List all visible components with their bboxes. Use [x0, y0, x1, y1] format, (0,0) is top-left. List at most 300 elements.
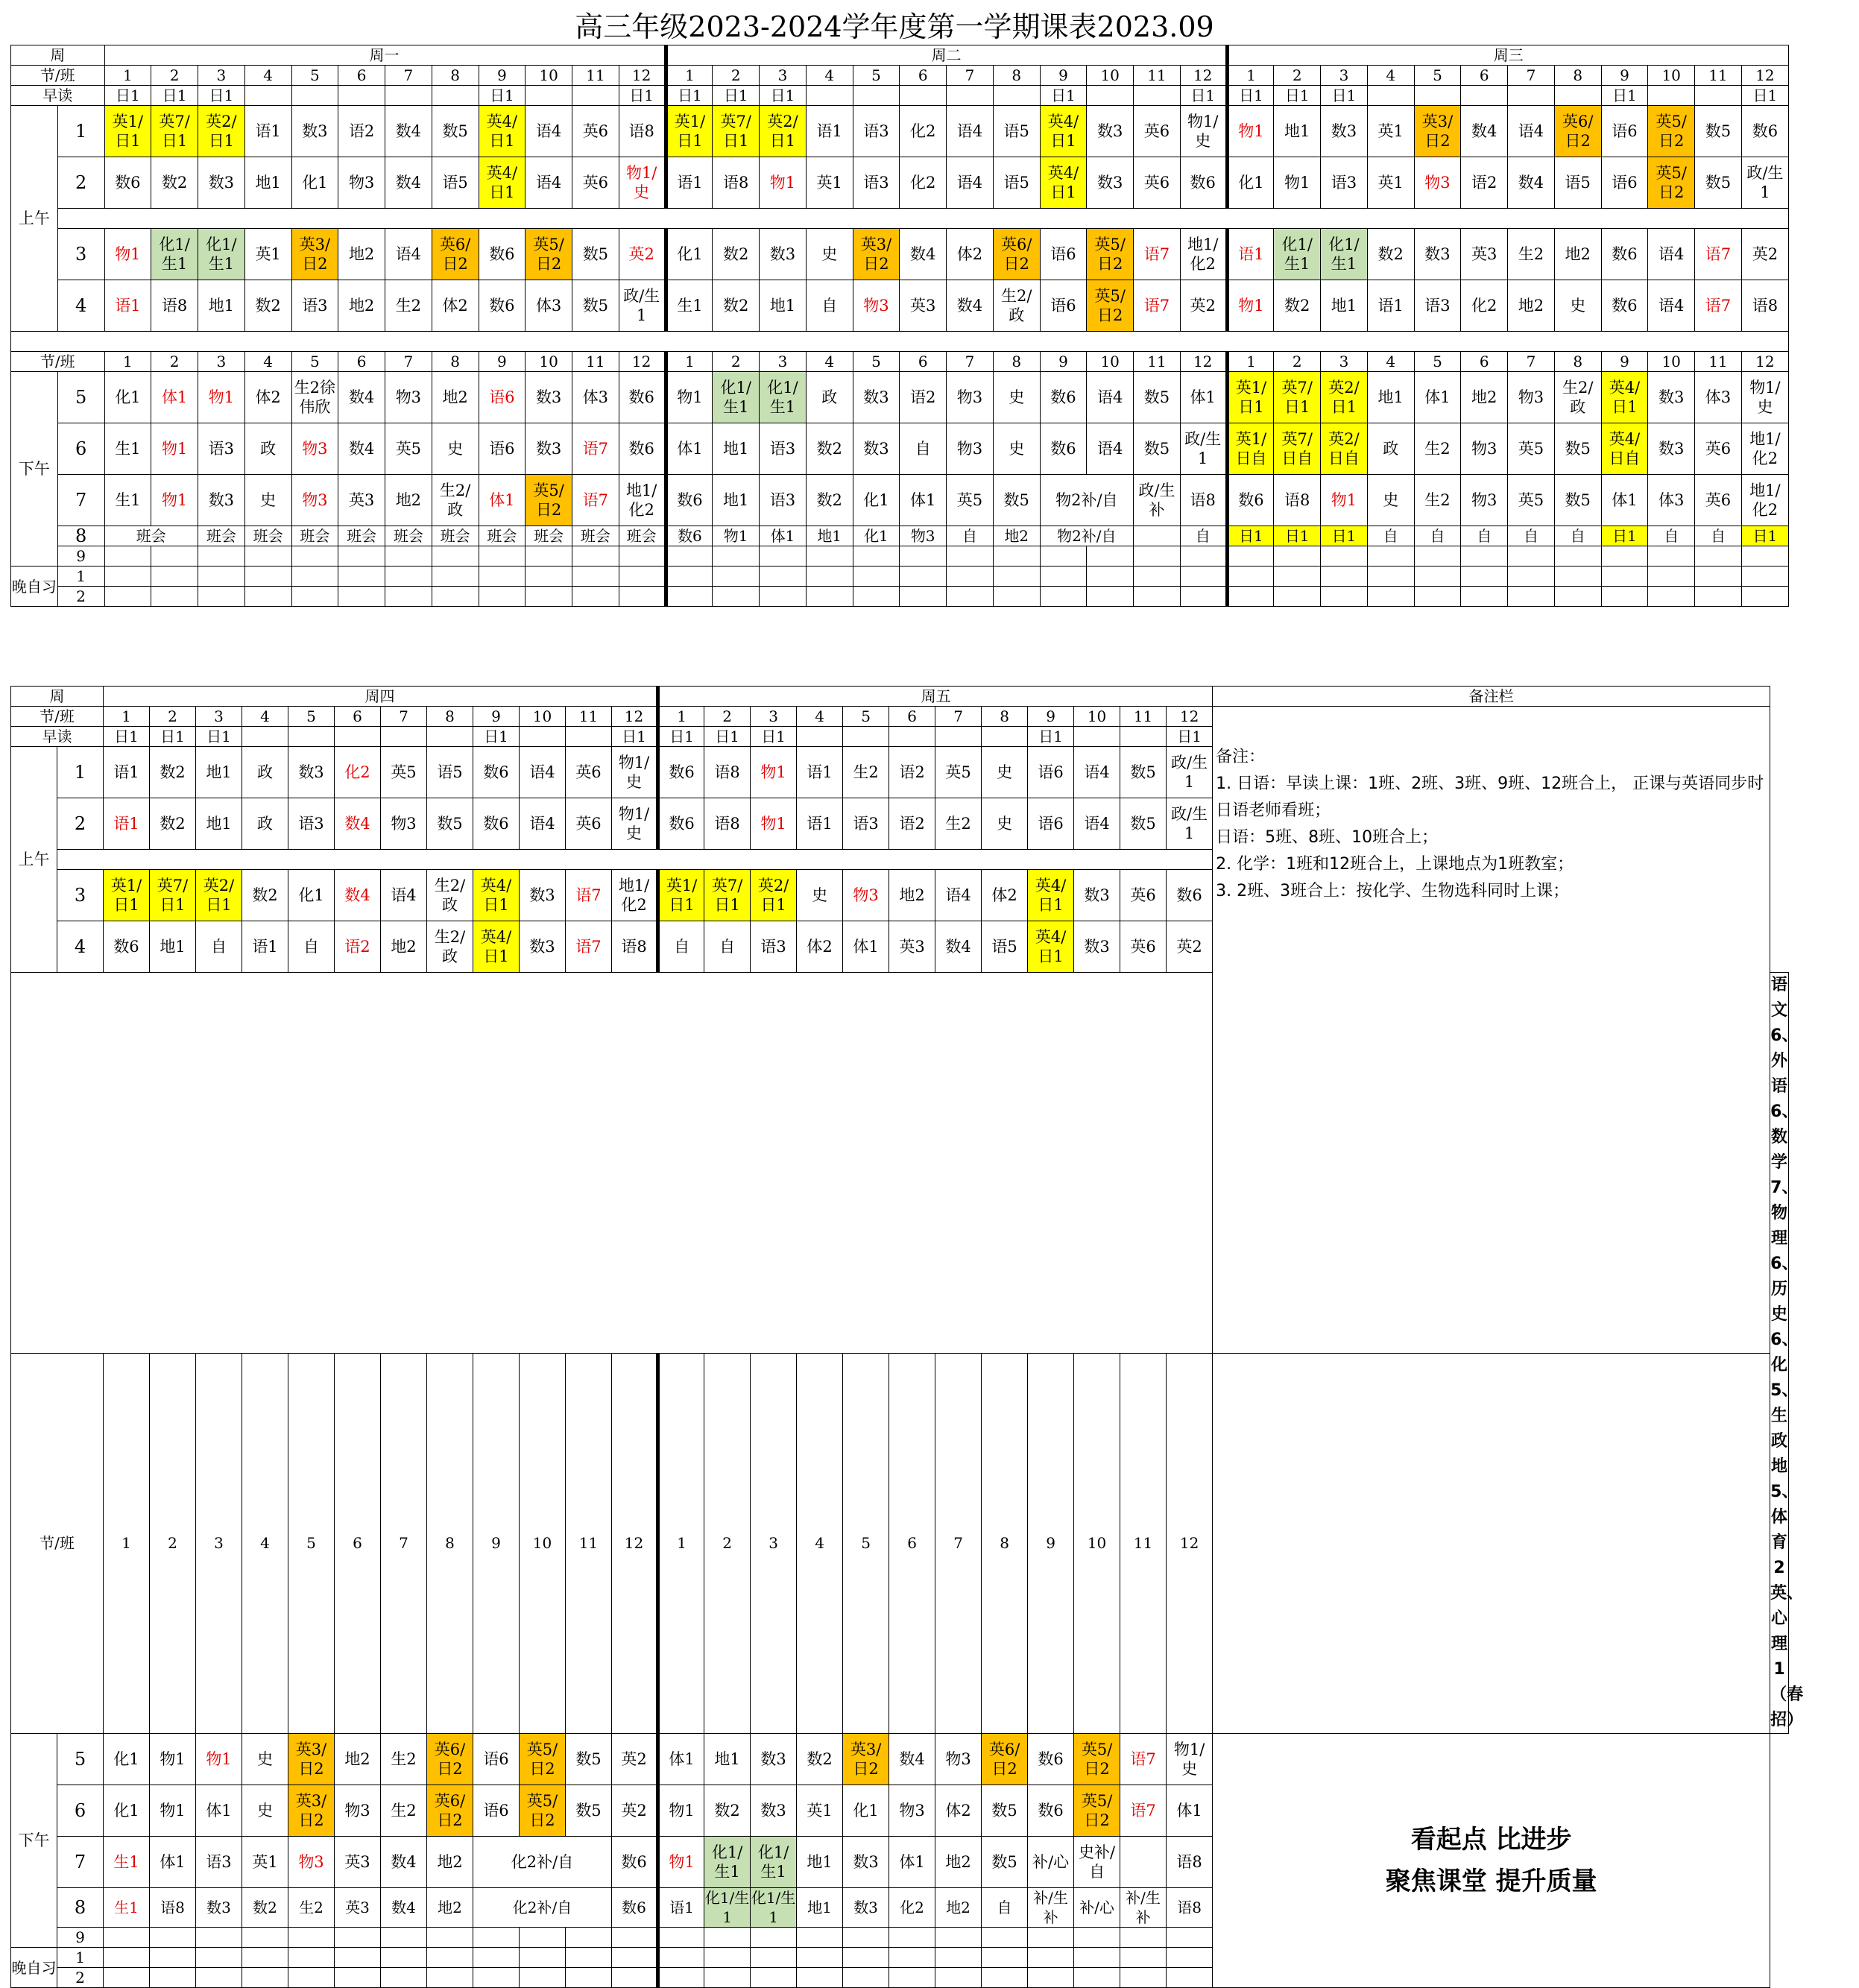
class-number: 5	[853, 66, 900, 86]
schedule-cell: 英2	[612, 1734, 658, 1785]
schedule-cell: 日1	[473, 727, 520, 747]
empty-cell	[1367, 587, 1414, 607]
schedule-cell: 政	[242, 798, 288, 850]
schedule-cell: 语3	[196, 1837, 242, 1888]
schedule-cell: 数6	[1601, 229, 1648, 280]
empty-cell	[479, 546, 525, 567]
schedule-cell: 英3	[900, 280, 947, 332]
schedule-cell	[797, 727, 843, 747]
schedule-cell: 物1	[150, 1734, 196, 1785]
empty-cell	[338, 567, 385, 587]
week-label: 周	[11, 45, 105, 66]
empty-cell	[1321, 587, 1368, 607]
schedule-cell: 日1	[1601, 86, 1648, 106]
empty-cell	[619, 587, 666, 607]
empty-cell	[797, 1928, 843, 1948]
empty-cell	[151, 567, 198, 587]
note-line: 2. 化学：1班和12班合上，上课地点为1班教室；	[1216, 855, 1574, 874]
schedule-cell: 物3	[843, 870, 889, 921]
schedule-cell: 语3	[760, 423, 807, 475]
day-header-row	[11, 687, 1789, 707]
schedule-cell: 物3	[900, 526, 947, 546]
class-number: 12	[1741, 352, 1788, 372]
schedule-cell: 日1	[104, 86, 151, 106]
schedule-cell: 自	[947, 526, 994, 546]
schedule-cell: 地1	[1274, 106, 1321, 157]
schedule-cell: 物3	[947, 423, 994, 475]
schedule-cell: 化1/生1	[713, 372, 760, 423]
empty-cell	[900, 587, 947, 607]
class-number: 7	[935, 707, 982, 727]
empty-cell	[479, 587, 525, 607]
schedule-cell: 语3	[1321, 157, 1368, 209]
schedule-cell	[1508, 86, 1555, 106]
schedule-cell: 英5/日2	[520, 1785, 566, 1837]
class-number: 4	[244, 66, 291, 86]
schedule-cell: 语8	[1167, 1837, 1213, 1888]
empty-cell	[288, 1948, 335, 1968]
empty-cell	[889, 1968, 935, 1988]
schedule-cell: 数3	[1648, 423, 1695, 475]
schedule-cell: 英6/日2	[432, 229, 479, 280]
empty-cell	[1554, 587, 1601, 607]
node-class-label: 节/班	[11, 66, 105, 86]
period-9-row	[11, 546, 1789, 567]
schedule-cell: 英6	[572, 106, 619, 157]
empty-cell	[198, 587, 245, 607]
schedule-cell: 政/生1	[1741, 157, 1788, 209]
evening-study-row	[11, 587, 1789, 607]
schedule-cell: 自	[806, 280, 853, 332]
class-number: 11	[566, 707, 612, 727]
schedule-cell	[889, 727, 935, 747]
spacer-row	[11, 209, 1789, 229]
empty-cell	[843, 1968, 889, 1988]
empty-cell	[1120, 1948, 1167, 1968]
empty-cell	[853, 587, 900, 607]
schedule-cell: 语5	[982, 921, 1028, 973]
schedule-cell: 化1	[853, 526, 900, 546]
empty-cell	[198, 567, 245, 587]
schedule-cell: 数3	[291, 106, 338, 157]
schedule-cell	[520, 727, 566, 747]
empty-cell	[150, 1948, 196, 1968]
schedule-cell: 语6	[473, 1734, 520, 1785]
class-number: 3	[198, 66, 245, 86]
schedule-cell: 日1	[198, 86, 245, 106]
period-number: 3	[57, 870, 104, 921]
class-number: 2	[150, 1353, 196, 1734]
empty-cell	[244, 567, 291, 587]
schedule-cell: 自	[1180, 526, 1227, 546]
schedule-cell	[288, 727, 335, 747]
schedule-cell: 自	[288, 921, 335, 973]
schedule-cell: 地1/化2	[619, 475, 666, 526]
schedule-cell: 语4	[947, 157, 994, 209]
empty-cell	[385, 587, 432, 607]
class-number: 1	[666, 66, 713, 86]
schedule-cell	[427, 727, 473, 747]
schedule-cell: 语6	[1028, 798, 1074, 850]
empty-cell	[1074, 1928, 1120, 1948]
schedule-cell: 数3	[1074, 921, 1120, 973]
empty-cell	[619, 546, 666, 567]
schedule-cell: 数5	[1695, 157, 1742, 209]
schedule-cell: 化1/生1	[704, 1837, 751, 1888]
schedule-cell: 语2	[338, 106, 385, 157]
day-header: 周三	[1227, 45, 1788, 66]
empty-cell	[572, 546, 619, 567]
notes-header: 备注栏	[1213, 687, 1770, 707]
class-number: 10	[520, 1353, 566, 1734]
empty-cell	[1461, 546, 1508, 567]
schedule-cell: 地1	[244, 157, 291, 209]
schedule-cell: 生2	[385, 280, 432, 332]
period-row	[11, 423, 1789, 475]
schedule-cell: 英2	[612, 1785, 658, 1837]
schedule-cell: 语1	[658, 1888, 704, 1928]
schedule-cell: 政	[244, 423, 291, 475]
schedule-cell: 语7	[1695, 280, 1742, 332]
class-number: 5	[843, 707, 889, 727]
empty-cell	[1695, 567, 1742, 587]
class-number: 3	[751, 707, 797, 727]
schedule-cell: 英3	[335, 1888, 381, 1928]
empty-cell	[381, 1948, 427, 1968]
class-number: 9	[473, 1353, 520, 1734]
evening-number: 1	[57, 567, 104, 587]
schedule-cell: 化1/生1	[198, 229, 245, 280]
schedule-cell: 数3	[751, 1734, 797, 1785]
schedule-cell: 英1/日1	[104, 106, 151, 157]
schedule-cell: 日1	[666, 86, 713, 106]
empty-cell	[993, 546, 1040, 567]
schedule-cell: 地1/化2	[1741, 423, 1788, 475]
class-number: 9	[1040, 352, 1087, 372]
schedule-cell: 日1	[1741, 526, 1788, 546]
schedule-cell: 物3	[335, 1785, 381, 1837]
empty-cell	[1695, 587, 1742, 607]
schedule-cell	[982, 727, 1028, 747]
empty-cell	[1120, 1928, 1167, 1948]
week-label: 周	[11, 687, 104, 707]
schedule-cell: 物1	[751, 798, 797, 850]
schedule-cell: 数6	[479, 280, 525, 332]
period-number: 4	[57, 280, 104, 332]
schedule-cell: 英3/日2	[843, 1734, 889, 1785]
schedule-cell: 数4	[335, 798, 381, 850]
class-number: 9	[479, 66, 525, 86]
schedule-cell: 英3	[889, 921, 935, 973]
schedule-cell: 体1	[151, 372, 198, 423]
empty-cell	[566, 1928, 612, 1948]
empty-cell	[1695, 546, 1742, 567]
schedule-cell: 语4	[520, 747, 566, 798]
schedule-cell	[993, 86, 1040, 106]
empty-cell	[151, 587, 198, 607]
node-class-label: 节/班	[11, 352, 105, 372]
schedule-cell: 语7	[572, 423, 619, 475]
schedule-cell: 班会	[338, 526, 385, 546]
empty-cell	[1414, 587, 1461, 607]
schedule-cell: 体2	[947, 229, 994, 280]
afternoon-label: 下午	[11, 1734, 57, 1948]
schedule-cell: 语7	[1134, 229, 1181, 280]
schedule-cell: 语8	[704, 798, 751, 850]
schedule-cell: 英3	[1461, 229, 1508, 280]
class-number: 2	[1274, 66, 1321, 86]
class-number: 10	[525, 352, 572, 372]
schedule-cell: 语2	[900, 372, 947, 423]
schedule-cell	[1087, 86, 1134, 106]
schedule-cell: 化1/生1	[751, 1889, 796, 1926]
empty-cell	[935, 1928, 982, 1948]
class-number: 7	[947, 352, 994, 372]
empty-cell	[381, 1968, 427, 1988]
schedule-cell: 数5	[572, 229, 619, 280]
schedule-cell: 数6	[612, 1837, 658, 1888]
day-header-row	[11, 45, 1789, 66]
schedule-cell: 语6	[479, 423, 525, 475]
schedule-cell: 日1	[760, 86, 807, 106]
schedule-cell: 班会	[104, 526, 198, 546]
morning-read-label: 早读	[11, 727, 104, 747]
empty-cell	[1741, 567, 1788, 587]
class-number: 3	[1321, 66, 1368, 86]
schedule-cell: 英4/日1	[479, 157, 525, 209]
schedule-cell: 语7	[566, 870, 612, 921]
schedule-cell: 地2	[993, 526, 1040, 546]
class-number: 6	[335, 707, 381, 727]
empty-cell	[335, 1928, 381, 1948]
class-number: 2	[713, 66, 760, 86]
schedule-cell: 数3	[1074, 870, 1120, 921]
class-number-row	[11, 707, 1789, 727]
schedule-cell: 语4	[1648, 280, 1695, 332]
schedule-cell: 语4	[525, 106, 572, 157]
schedule-cell: 物3	[1414, 157, 1461, 209]
empty-cell	[1040, 567, 1087, 587]
schedule-cell: 英3	[338, 475, 385, 526]
schedule-cell: 自	[1554, 526, 1601, 546]
class-number: 4	[242, 1353, 288, 1734]
empty-cell	[473, 1968, 520, 1988]
empty-cell	[1367, 567, 1414, 587]
period-number: 3	[57, 229, 104, 280]
schedule-cell: 政/生1	[619, 280, 666, 332]
class-number-row	[11, 66, 1789, 86]
schedule-cell: 化1	[291, 157, 338, 209]
schedule-cell: 英1/日1	[104, 870, 150, 921]
schedule-cell: 体3	[525, 280, 572, 332]
schedule-cell: 数2	[713, 280, 760, 332]
schedule-cell: 地2	[338, 280, 385, 332]
schedule-cell: 语8	[612, 921, 658, 973]
empty-cell	[1120, 1968, 1167, 1988]
schedule-cell: 体1	[889, 1837, 935, 1888]
class-number: 12	[1167, 707, 1213, 727]
schedule-cell: 政	[1367, 423, 1414, 475]
schedule-cell: 物1	[104, 229, 151, 280]
schedule-cell: 数6	[1741, 106, 1788, 157]
period-number: 7	[57, 475, 104, 526]
empty-cell	[1601, 567, 1648, 587]
schedule-cell: 体1	[658, 1734, 704, 1785]
morning-read-row	[11, 86, 1789, 106]
schedule-cell: 数3	[760, 229, 807, 280]
schedule-cell: 语7	[1134, 280, 1181, 332]
empty-cell	[104, 567, 151, 587]
empty-cell	[104, 1948, 150, 1968]
schedule-cell	[1695, 86, 1742, 106]
schedule-cell: 英6	[566, 747, 612, 798]
empty-cell	[797, 1968, 843, 1988]
schedule-cell: 英7/日1	[150, 870, 196, 921]
class-number: 10	[520, 707, 566, 727]
schedule-cell: 地2	[889, 870, 935, 921]
class-number: 1	[104, 1353, 150, 1734]
schedule-cell: 体1	[1414, 372, 1461, 423]
separator-cell	[11, 973, 1213, 1354]
schedule-cell: 地2	[935, 1837, 982, 1888]
class-number-row	[11, 1353, 1789, 1734]
schedule-cell: 班会	[572, 526, 619, 546]
class-number: 1	[1227, 352, 1274, 372]
schedule-cell: 语5	[993, 157, 1040, 209]
schedule-cell: 史	[982, 747, 1028, 798]
schedule-cell: 英6/日2	[982, 1734, 1028, 1785]
empty-cell	[1180, 546, 1227, 567]
empty-cell	[1648, 567, 1695, 587]
schedule-cell: 体1	[196, 1785, 242, 1837]
schedule-cell: 班会	[525, 526, 572, 546]
schedule-cell: 生2	[1414, 475, 1461, 526]
class-number: 5	[853, 352, 900, 372]
schedule-cell: 数2	[806, 423, 853, 475]
schedule-cell: 地2	[1554, 229, 1601, 280]
schedule-cell	[1554, 86, 1601, 106]
empty-cell	[947, 546, 994, 567]
class-number: 1	[1227, 66, 1274, 86]
evening-study-label: 晚自习	[11, 567, 58, 607]
schedule-cell: 史	[1367, 475, 1414, 526]
class-number: 1	[658, 1353, 704, 1734]
empty-cell	[612, 1928, 658, 1948]
schedule-cell	[843, 727, 889, 747]
schedule-cell: 英4/日1	[479, 106, 525, 157]
empty-cell	[889, 1928, 935, 1948]
schedule-cell: 政/生1	[1167, 747, 1213, 798]
schedule-cell: 物2补/自	[1040, 475, 1134, 526]
slogan-line: 聚焦课堂 提升质量	[1385, 1866, 1597, 1896]
schedule-cell: 数6	[479, 229, 525, 280]
schedule-cell	[806, 86, 853, 106]
schedule-cell: 化1	[1227, 157, 1274, 209]
schedule-cell	[1461, 86, 1508, 106]
schedule-cell: 英1	[244, 229, 291, 280]
class-number: 7	[385, 352, 432, 372]
schedule-cell: 英1	[1367, 157, 1414, 209]
schedule-cell: 物1	[196, 1734, 242, 1785]
empty-cell	[427, 1968, 473, 1988]
schedule-cell: 物1	[151, 423, 198, 475]
schedule-cell: 数4	[900, 229, 947, 280]
empty-cell	[666, 546, 713, 567]
schedule-cell	[947, 86, 994, 106]
empty-cell	[150, 1928, 196, 1948]
schedule-cell: 语2	[889, 747, 935, 798]
schedule-cell: 班会	[198, 526, 245, 546]
empty-cell	[1040, 546, 1087, 567]
schedule-cell: 日1	[1274, 526, 1321, 546]
schedule-cell: 数6	[619, 372, 666, 423]
schedule-cell: 数3	[1087, 157, 1134, 209]
schedule-cell	[935, 727, 982, 747]
empty-cell	[291, 587, 338, 607]
schedule-cell: 语1	[104, 280, 151, 332]
empty-cell	[982, 1928, 1028, 1948]
schedule-cell: 物3	[381, 798, 427, 850]
schedule-cell: 语2	[1461, 157, 1508, 209]
schedule-cell: 语6	[1040, 229, 1087, 280]
empty-cell	[1087, 546, 1134, 567]
schedule-cell: 数5	[1120, 747, 1167, 798]
schedule-cell: 政/生补	[1134, 475, 1181, 526]
day-header: 周四	[104, 687, 658, 707]
schedule-cell	[432, 86, 479, 106]
schedule-cell: 体1	[479, 475, 525, 526]
empty-cell	[993, 567, 1040, 587]
class-number: 2	[713, 352, 760, 372]
schedule-cell: 数3	[1648, 372, 1695, 423]
schedule-cell: 语1	[104, 747, 150, 798]
class-number: 2	[151, 352, 198, 372]
notes-panel	[1213, 707, 1770, 1354]
schedule-cell: 化1/生1	[151, 229, 198, 280]
schedule-cell: 物3	[1508, 372, 1555, 423]
empty-cell	[244, 587, 291, 607]
schedule-cell: 英6	[572, 157, 619, 209]
schedule-cell: 体2	[797, 921, 843, 973]
schedule-cell: 化1	[104, 1734, 150, 1785]
evening-study-label: 晚自习	[11, 1948, 57, 1988]
schedule-cell: 数3	[288, 747, 335, 798]
schedule-cell: 语4	[1648, 229, 1695, 280]
schedule-cell: 班会	[244, 526, 291, 546]
class-number: 3	[760, 352, 807, 372]
schedule-cell: 数4	[947, 280, 994, 332]
class-number: 7	[1508, 66, 1555, 86]
schedule-cell: 英5	[1508, 475, 1555, 526]
schedule-cell: 史	[982, 798, 1028, 850]
schedule-cell: 自	[1695, 526, 1742, 546]
schedule-cell: 语5	[993, 106, 1040, 157]
empty-cell	[1274, 546, 1321, 567]
schedule-cell: 日1	[1167, 727, 1213, 747]
schedule-cell: 数4	[385, 106, 432, 157]
schedule-cell: 体2	[982, 870, 1028, 921]
empty-cell	[151, 546, 198, 567]
schedule-cell: 生2/政	[993, 280, 1040, 332]
schedule-cell: 生1	[104, 423, 151, 475]
schedule-cell	[853, 86, 900, 106]
schedule-cell: 地1	[196, 798, 242, 850]
schedule-cell: 数5	[432, 106, 479, 157]
schedule-cell: 语7	[572, 475, 619, 526]
schedule-cell: 物3	[291, 475, 338, 526]
schedule-cell: 体3	[1648, 475, 1695, 526]
schedule-cell: 数2	[1274, 280, 1321, 332]
